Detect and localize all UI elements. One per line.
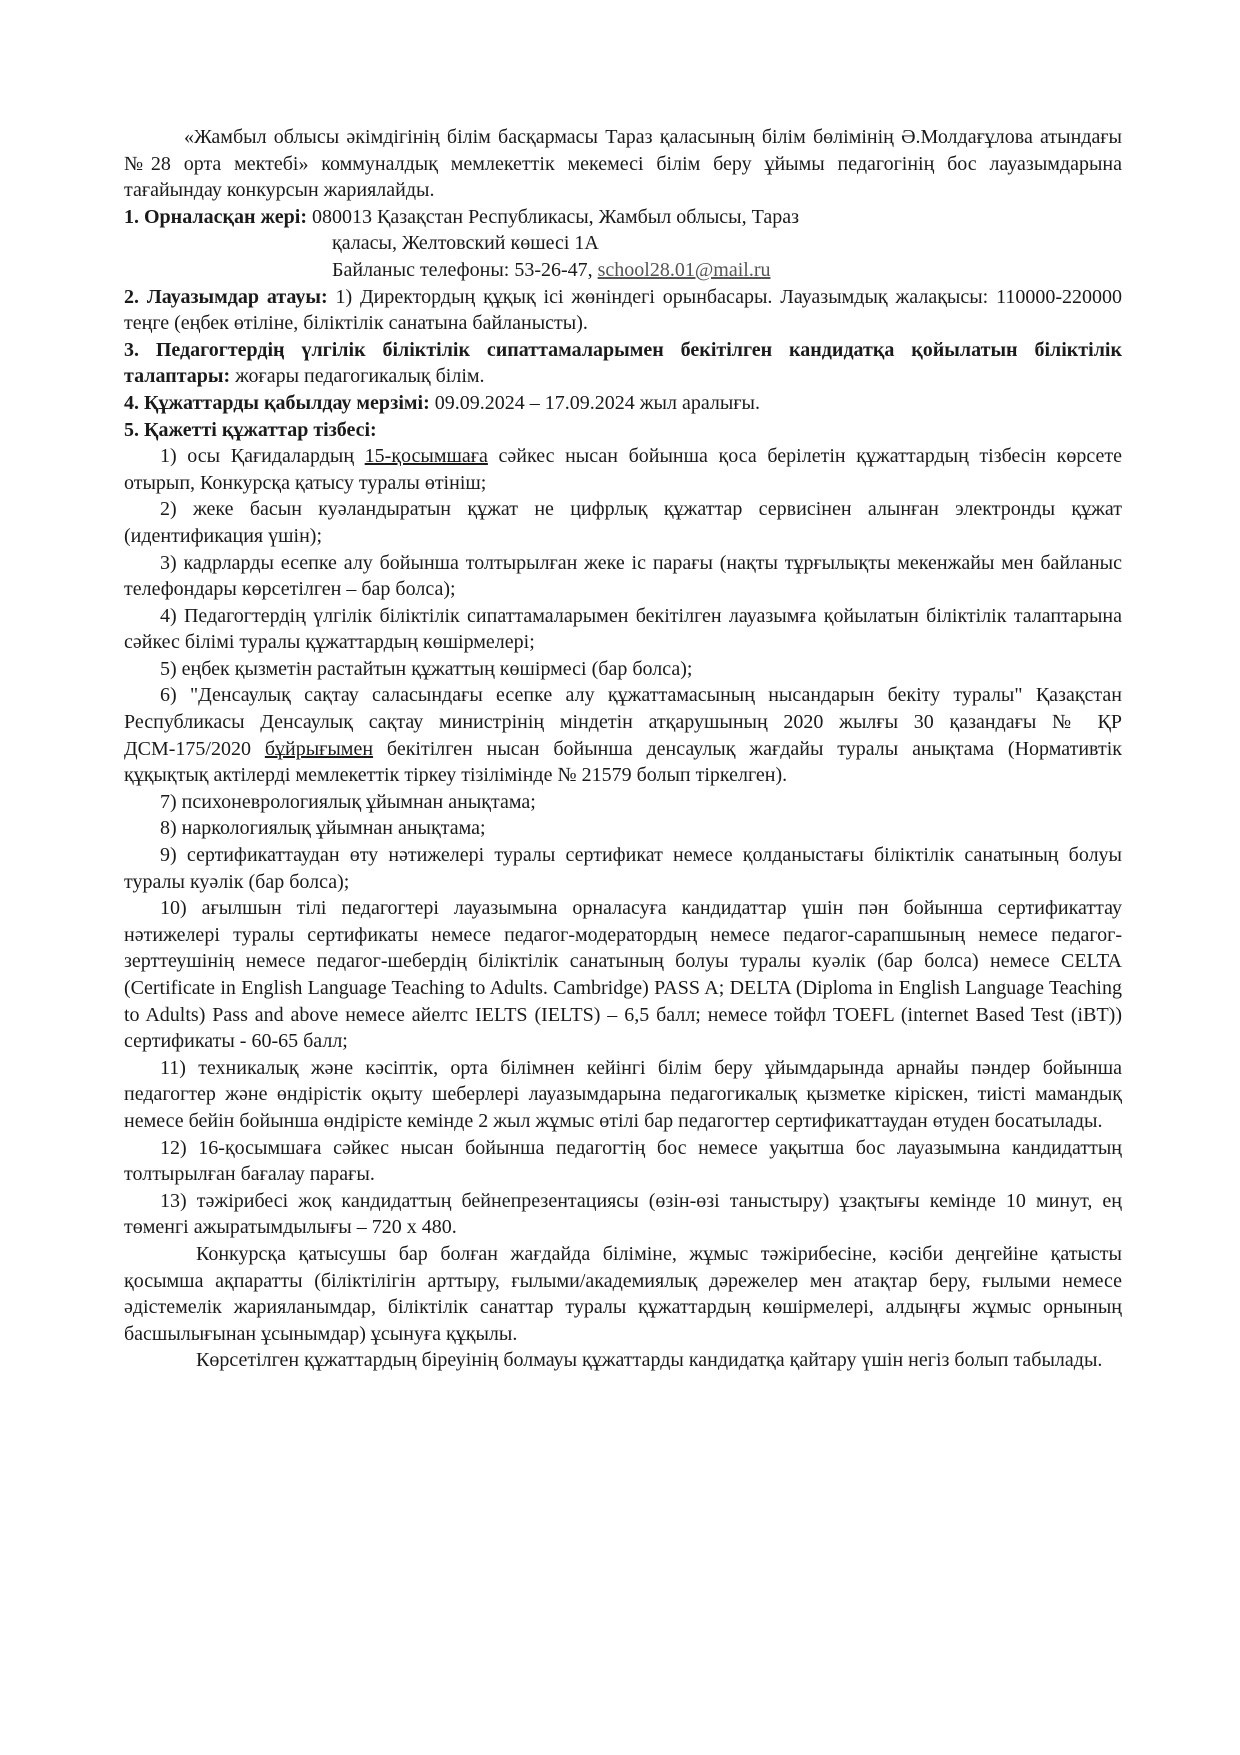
section-positions [124, 284, 1122, 337]
address-line-2: қаласы, Желтовский көшесі 1А [332, 232, 599, 255]
list-item: 13) тәжірибесі жоқ кандидаттың бейнепрезентациясы (өзін-өзі таныстыру) ұзақтығы кемінде 10 минут, ең төменгі ажыратымдылығы – 720 x 480. [124, 1189, 1122, 1239]
list-item: 3) кадрларды есепке алу бойынша толтырылған жеке іс парағы (нақты тұрғылықты мекенжайы мен байланыс телефондары көрсетілген – бар болса); [124, 551, 1122, 601]
section-deadline-text: 09.09.2024 – 17.09.2024 жыл аралығы. [429, 391, 760, 414]
list-item-text: 6) "Денсаулық сақтау саласындағы есепке алу құжаттамасының нысандарын бекіту туралы" Қазақстан Республикасы Денсаулық сақтау министрінің міндетін атқарушының 2020 жылғы 30 қазандағы № ҚР ДСМ-175/2020 [124, 684, 1122, 760]
list-item-text: 1) осы Қағидалардың [160, 445, 365, 468]
list-item-text: сәйкес нысан бойынша қоса берілетін құжаттардың тізбесін көрсете отырып, Конкурсқа қатысу туралы өтініш; [124, 445, 1123, 494]
additional-info-paragraph: Конкурсқа қатысушы бар болған жағдайда біліміне, жұмыс тәжірибесіне, кәсіби деңгейіне қатысты қосымша ақпаратты (біліктілігін арттыру, ғылыми/академиялық дәрежелер мен атақтар беру, ғылыми немесе әдістемелік жарияланымдар, біліктілік санаттар туралы құжаттардың көшірмелері, алдыңғы жұмыс орнының басшылығынан ұсынымдар) ұсынуға құқылы. [124, 1242, 1122, 1345]
list-item: 7) психоневрологиялық ұйымнан анықтама; [160, 790, 536, 813]
section-location [124, 204, 1122, 284]
list-item: 8) наркологиялық ұйымнан анықтама; [160, 817, 486, 840]
section-positions-text: 1) Директордың құқық ісі жөніндегі орынбасары. Лауазымдық жалақысы: 110000-220000 теңге (еңбек өтіліне, біліктілік санатына байланысты). [124, 285, 1123, 335]
section-requirements-label: 3. Педагогтердің үлгілік біліктілік сипаттамаларымен бекітілген кандидатқа қойылатын біліктілік талаптары: [124, 338, 1122, 388]
list-item: 2) жеке басын куәландыратын құжат не цифрлық құжаттар сервисінен алынған электронды құжат (идентификация үшін); [124, 498, 1122, 547]
section-requirements-text: жоғары педагогикалық білім. [230, 365, 485, 388]
annex-15-link[interactable]: 15-қосымшаға [364, 445, 488, 468]
section-location-label: 1. Орналасқан жері: [124, 205, 307, 228]
order-link[interactable]: бұйрығымен [264, 737, 374, 760]
contact-email-link[interactable]: school28.01@mail.ru [597, 258, 771, 281]
intro-paragraph: «Жамбыл облысы әкімдігінің білім басқармасы Тараз қаласының білім бөлімінің Ә.Молдағұлова атындағы №28 орта мектебі» коммуналдық мемлекеттік мекемесі білім беру ұйымы педагогінің бос лауазымдарына тағайындау конкурсын жариялайды. [124, 126, 1122, 202]
closing-paragraph: Көрсетілген құжаттардың біреуінің болмауы құжаттарды кандидатқа қайтару үшін негіз болып табылады. [196, 1349, 1103, 1372]
list-item: 9) сертификаттаудан өту нәтижелері туралы сертификат немесе қолданыстағы біліктілік санатының болуы туралы куәлік (бар болса); [124, 844, 1122, 893]
section-documents-label: 5. Қажетті құжаттар тізбесі: [124, 418, 377, 441]
list-item [124, 682, 1122, 788]
section-deadline-label: 4. Құжаттарды қабылдау мерзімі: [124, 391, 430, 414]
list-item [124, 443, 1122, 496]
list-item: 4) Педагогтердің үлгілік біліктілік сипаттамаларымен бекітілген лауазымға қойылатын біліктілік талаптарына сәйкес білімі туралы құжаттардың көшірмелері; [124, 604, 1122, 654]
section-requirements [124, 337, 1122, 390]
list-item: 5) еңбек қызметін растайтын құжаттың көшірмесі (бар болса); [160, 657, 693, 680]
list-item: 10) ағылшын тілі педагогтері лауазымына орналасуға кандидаттар үшін пән бойынша сертификаттау нәтижелері туралы сертификаты немесе педагог-модератордың немесе педагог-сарапшының немесе педагог-зерттеушінің немесе педагог-шебердің біліктілік санатының болуы туралы куәлік (бар болса) немесе CELTA (Certificate in English Language Teaching to Adults. Cambridge) PASS A; DELTA (Diploma in English Language Teaching to Adults) Pass and above немесе айелтс IELTS (IELTS) – 6,5 балл; немесе тойфл TOEFL (internet Based Test (iBT)) сертификаты - 60-65 балл; [124, 897, 1122, 1053]
address-line-1: 080013 Қазақстан Республикасы, Жамбыл облысы, Тараз [306, 205, 799, 228]
section-deadline [124, 390, 1122, 417]
section-positions-label: 2. Лауазымдар атауы: [124, 285, 328, 308]
contact-phone: Байланыс телефоны: 53-26-47, [332, 258, 598, 281]
list-item: 12) 16-қосымшаға сәйкес нысан бойынша педагогтің бос немесе уақытша бос лауазымына кандидаттың толтырылған бағалау парағы. [124, 1136, 1122, 1186]
list-item: 11) техникалық және кәсіптік, орта білімнен кейінгі білім беру ұйымдарында арнайы пәндер бойынша педагогтер және өндірістік оқыту шеберлері лауазымдарына педагогикалық қызметке кіріскен, тиісті мамандық немесе бейін бойынша өндірісте кемінде 2 жыл жұмыс өтілі бар педагогтер сертификаттаудан өтуден босатылады. [124, 1056, 1122, 1132]
list-item-text: бекітілген нысан бойынша денсаулық жағдайы туралы анықтама (Нормативтік құқықтық актілерді мемлекеттік тіркеу тізілімінде № 21579 болып тіркелген). [124, 737, 1122, 787]
